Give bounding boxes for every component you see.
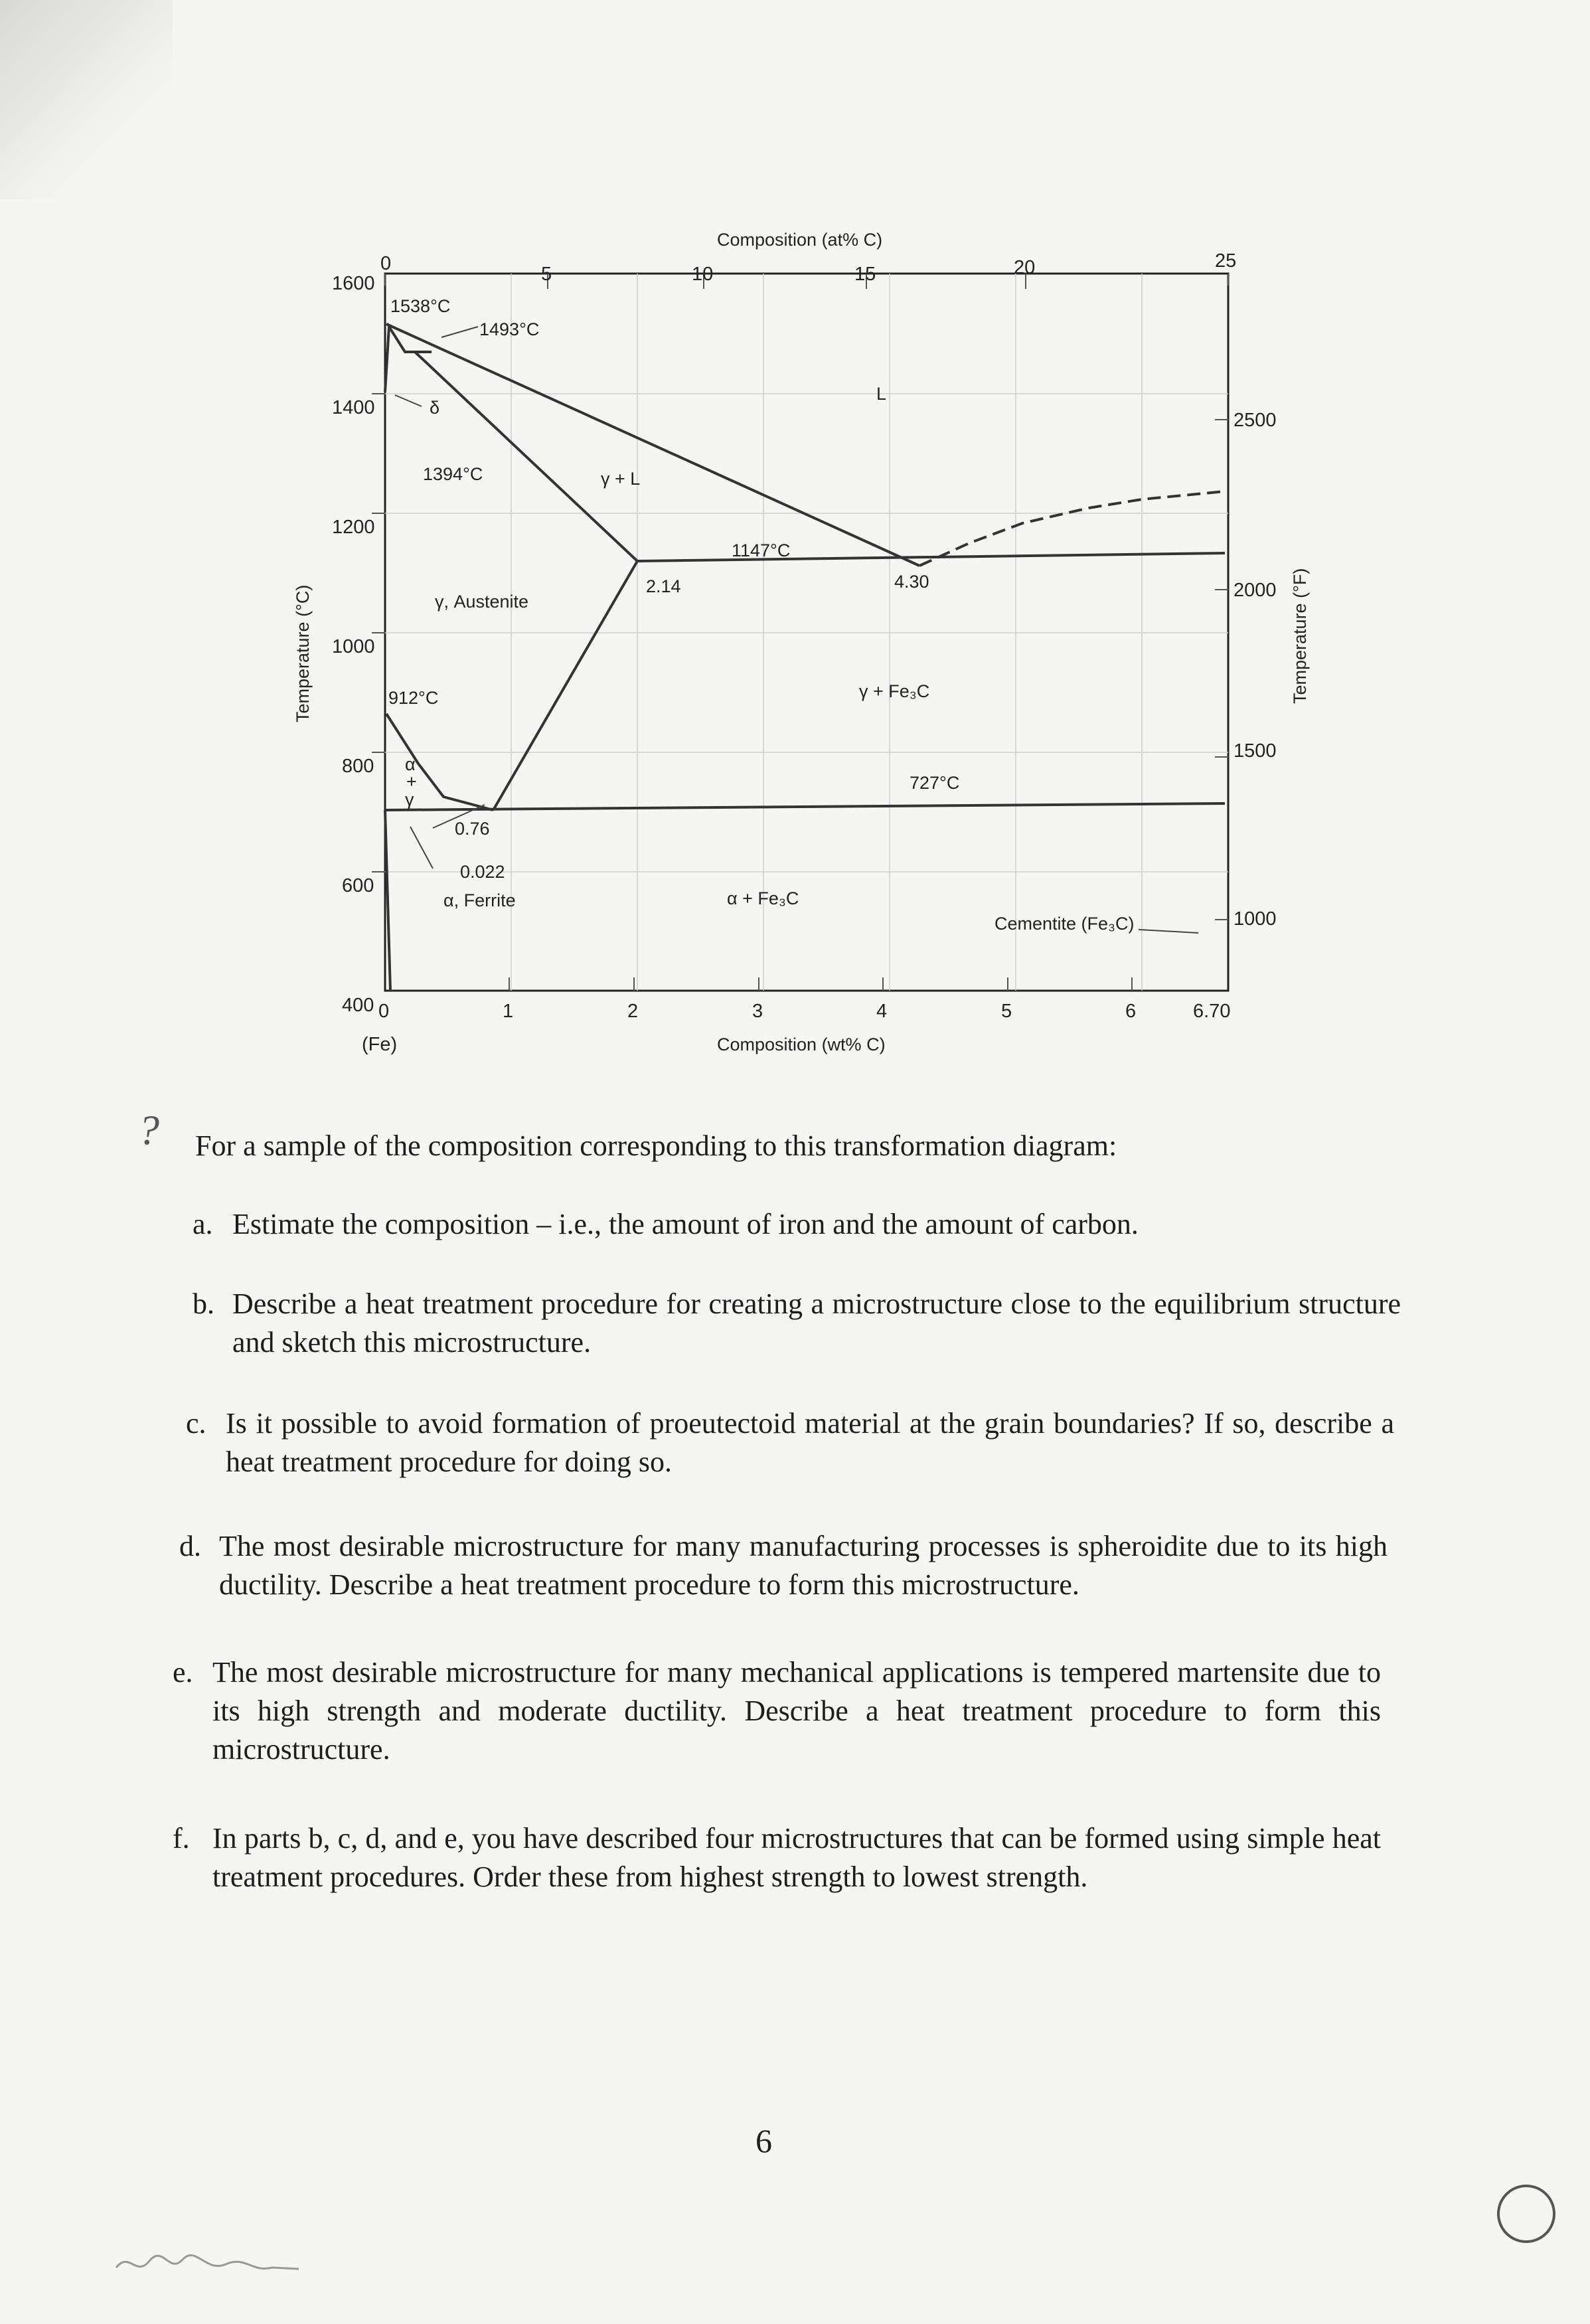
solidus-line bbox=[415, 352, 637, 561]
liquidus-line-left bbox=[386, 324, 919, 566]
question-letter: e. bbox=[173, 1656, 193, 1689]
top-tick-label: 15 bbox=[854, 264, 876, 285]
question-letter: c. bbox=[186, 1407, 206, 1440]
alpha-gamma-transition-label: 912°C bbox=[388, 688, 439, 708]
right-tick-label: 1000 bbox=[1233, 908, 1277, 930]
austenite-label: γ, Austenite bbox=[435, 592, 529, 612]
left-tick-label: 1000 bbox=[332, 636, 375, 657]
question-text: Is it possible to avoid formation of proeutectoid material at the grain boundaries? If so, describe a heat treatment procedure for doing so. bbox=[226, 1407, 1394, 1478]
peritectic-temperature-label: 1493°C bbox=[479, 319, 540, 339]
alpha-gamma-label-alpha: α bbox=[405, 754, 416, 774]
iron-carbon-phase-diagram bbox=[285, 226, 1381, 1076]
fe-origin-note: (Fe) bbox=[362, 1034, 398, 1055]
circled-letter-mark bbox=[1497, 2185, 1555, 2243]
question-letter: d. bbox=[179, 1530, 201, 1562]
top-tick-label: 10 bbox=[692, 264, 714, 285]
delta-gamma-transition-label: 1394°C bbox=[423, 464, 483, 484]
right-tick-label: 2000 bbox=[1233, 580, 1277, 601]
alpha-fe3c-label: α + Fe₃C bbox=[727, 888, 799, 908]
phase-diagram-svg bbox=[285, 226, 1381, 1076]
question-text: Describe a heat treatment procedure for creating a microstructure close to the equilibrium structure and sketch this microstructure. bbox=[232, 1287, 1401, 1359]
bottom-axis-title: Composition (wt% C) bbox=[717, 1035, 886, 1054]
right-axis-title: Temperature (°F) bbox=[1290, 568, 1310, 704]
right-tick-label: 1500 bbox=[1233, 740, 1277, 762]
eutectoid-composition-label: 0.76 bbox=[455, 819, 490, 839]
bottom-tick-label: 5 bbox=[1001, 1001, 1012, 1022]
handwritten-signature bbox=[113, 2248, 392, 2281]
question-text: Estimate the composition – i.e., the amount of iron and the amount of carbon. bbox=[232, 1208, 1139, 1240]
ferrite-label: α, Ferrite bbox=[443, 890, 516, 910]
cementite-label: Cementite (Fe₃C) bbox=[994, 914, 1135, 934]
eutectoid-temperature-label: 727°C bbox=[910, 773, 960, 793]
left-tick-label: 1200 bbox=[332, 517, 375, 538]
top-tick-label: 20 bbox=[1014, 257, 1036, 278]
question-letter: f. bbox=[173, 1822, 190, 1855]
bottom-tick-label: 6 bbox=[1125, 1001, 1137, 1022]
question-text: In parts b, c, d, and e, you have described four microstructures that can be formed using simple heat treatment procedures. Order these from highest strength to lowest strength. bbox=[212, 1822, 1381, 1893]
question-letter: a. bbox=[193, 1208, 213, 1240]
bottom-tick-marks bbox=[509, 977, 1132, 991]
bottom-tick-label: 2 bbox=[627, 1001, 639, 1022]
left-tick-label: 600 bbox=[342, 875, 374, 896]
bottom-tick-label: 6.70 bbox=[1193, 1001, 1231, 1022]
alpha-gamma-label-gamma: γ bbox=[405, 789, 414, 809]
eutectic-composition-label: 4.30 bbox=[894, 572, 929, 592]
bottom-tick-label: 0 bbox=[378, 1001, 390, 1022]
top-axis-title: Composition (at% C) bbox=[717, 230, 883, 250]
left-tick-marks bbox=[372, 394, 385, 872]
bottom-tick-label: 1 bbox=[503, 1001, 514, 1022]
handwritten-margin-mark: ? bbox=[138, 1106, 159, 1153]
melting-point-label: 1538°C bbox=[390, 296, 451, 316]
question-text: The most desirable microstructure for many mechanical applications is tempered martensite due to its high strength and moderate ductility. Describe a heat treatment procedure to form this microstructure. bbox=[212, 1656, 1381, 1766]
left-tick-label: 400 bbox=[342, 995, 374, 1016]
left-tick-label: 800 bbox=[342, 756, 374, 777]
ferrite-solubility-label: 0.022 bbox=[460, 862, 505, 882]
question-text: The most desirable microstructure for many manufacturing processes is spheroidite due to its high ductility. Describe a heat treatment procedure to form this microstructure. bbox=[219, 1530, 1388, 1601]
eutectic-temperature-label: 1147°C bbox=[732, 540, 791, 560]
left-tick-label: 1400 bbox=[332, 397, 375, 418]
left-tick-label: 1600 bbox=[332, 273, 375, 294]
left-axis-title: Temperature (°C) bbox=[293, 584, 313, 722]
delta-phase-label: δ bbox=[430, 398, 440, 418]
page-number: 6 bbox=[755, 2122, 772, 2159]
top-tick-label: 0 bbox=[380, 253, 392, 274]
gamma-fe3c-label: γ + Fe₃C bbox=[859, 681, 930, 701]
label-leaders bbox=[395, 327, 1198, 933]
question-letter: b. bbox=[193, 1287, 214, 1320]
top-tick-label: 5 bbox=[541, 264, 552, 285]
gamma-liquid-label: γ + L bbox=[601, 469, 641, 489]
liquid-label: L bbox=[876, 384, 887, 404]
a3-line bbox=[386, 714, 493, 810]
bottom-tick-label: 4 bbox=[876, 1001, 888, 1022]
right-tick-label: 2500 bbox=[1233, 410, 1277, 431]
max-solubility-label: 2.14 bbox=[646, 576, 681, 596]
page-shadow bbox=[0, 0, 173, 199]
top-tick-label: 25 bbox=[1215, 250, 1237, 272]
right-tick-marks bbox=[1215, 420, 1228, 920]
alpha-gamma-label-plus: + bbox=[406, 772, 417, 791]
question-intro: For a sample of the composition corresponding to this transformation diagram: bbox=[195, 1129, 1117, 1162]
bottom-tick-label: 3 bbox=[752, 1001, 763, 1022]
